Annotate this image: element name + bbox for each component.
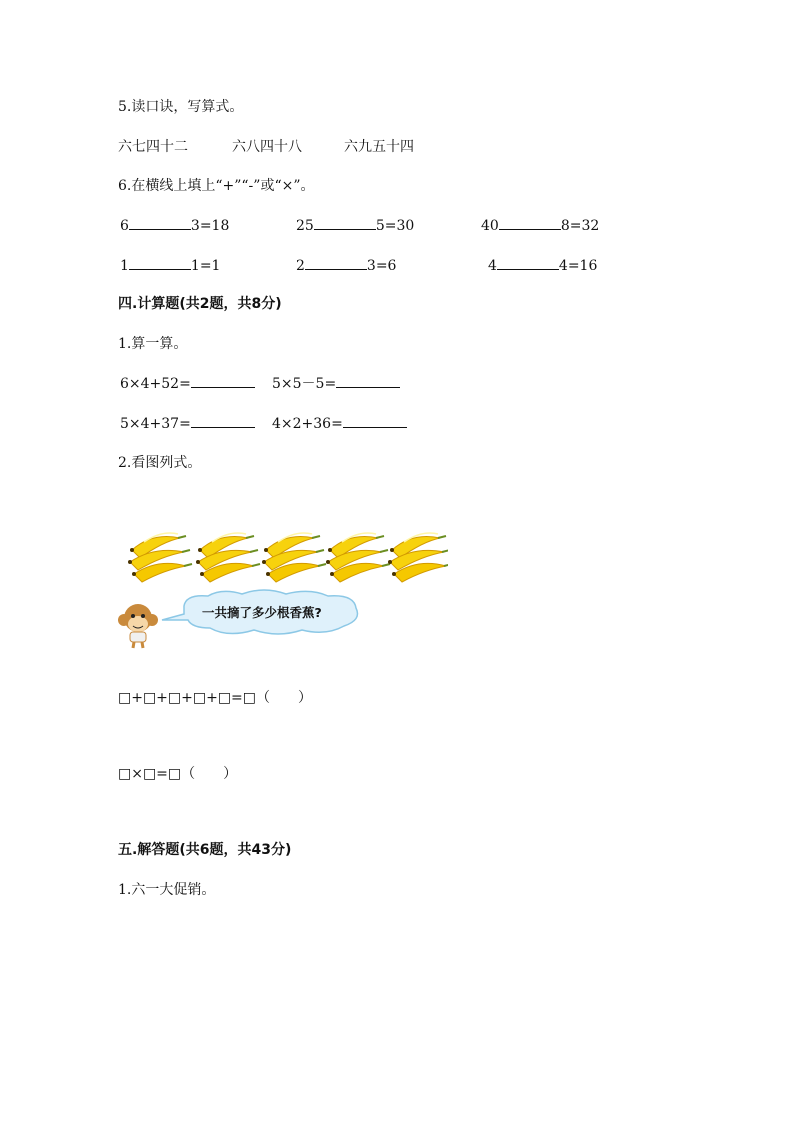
expression: 6×4+52= [120,376,191,392]
banana-bunch-4 [326,533,390,582]
s4-q2-title: 2.看图列式。 [118,455,202,471]
operand-right: 1=1 [190,258,221,274]
operand-right: 4=16 [558,258,598,274]
operand-left: 6 [120,218,129,234]
operand-right: 5=30 [375,218,415,234]
operand-left: 2 [296,258,305,274]
operand-left: 1 [120,258,129,274]
answer-blank[interactable] [305,256,367,270]
banana-bunch-3 [262,533,326,582]
operand-right: 3=18 [190,218,230,234]
s4-q1-r2-c1 [120,414,255,433]
answer-blank[interactable] [499,216,561,230]
q5-item-3: 六九五十四 [344,139,414,155]
q6-title: 6.在横线上填上“+”“-”或“×”。 [118,178,315,194]
banana-bunch-1 [128,533,192,582]
q6-r2-c3 [488,256,597,275]
s4-q2-formula-1: □+□+□+□+□=□（ ） [118,690,313,706]
section5-title: 五.解答题(共6题，共43分) [118,842,292,858]
q5-item-2: 六八四十八 [232,139,302,155]
operand-right: 3=6 [366,258,397,274]
s4-q1-r1-c1 [120,374,255,393]
q6-r2-c1 [120,256,220,275]
q5-item-1: 六七四十二 [118,139,188,155]
answer-blank[interactable] [191,414,255,428]
answer-blank[interactable] [191,374,255,388]
q6-r1-c2 [296,216,414,235]
answer-blank[interactable] [314,216,376,230]
banana-bunch-5 [388,533,448,582]
expression: 5×5－5= [272,376,337,392]
answer-blank[interactable] [129,256,191,270]
answer-blank[interactable] [336,374,400,388]
q5-title: 5.读口诀，写算式。 [118,99,244,115]
s4-q2-formula-2: □×□=□（ ） [118,766,238,782]
s5-q1-title: 1.六一大促销。 [118,882,216,898]
q6-r2-c2 [296,256,396,275]
s4-q1-title: 1.算一算。 [118,336,188,352]
q6-r1-c1 [120,216,229,235]
expression: 4×2+36= [272,416,343,432]
answer-blank[interactable] [129,216,191,230]
section4-title: 四.计算题(共2题，共8分) [118,296,282,312]
s4-q1-r2-c2 [272,414,407,433]
operand-left: 4 [488,258,497,274]
banana-bunch-2 [196,533,260,582]
s4-q1-r1-c2 [272,374,400,393]
operand-left: 25 [296,218,314,234]
q6-r1-c3 [481,216,599,235]
operand-left: 40 [481,218,499,234]
answer-blank[interactable] [343,414,407,428]
expression: 5×4+37= [120,416,191,432]
speech-bubble-text: 一共摘了多少根香蕉? [202,605,322,620]
operand-right: 8=32 [560,218,600,234]
banana-figure [118,522,448,650]
monkey-icon [118,604,158,648]
answer-blank[interactable] [497,256,559,270]
